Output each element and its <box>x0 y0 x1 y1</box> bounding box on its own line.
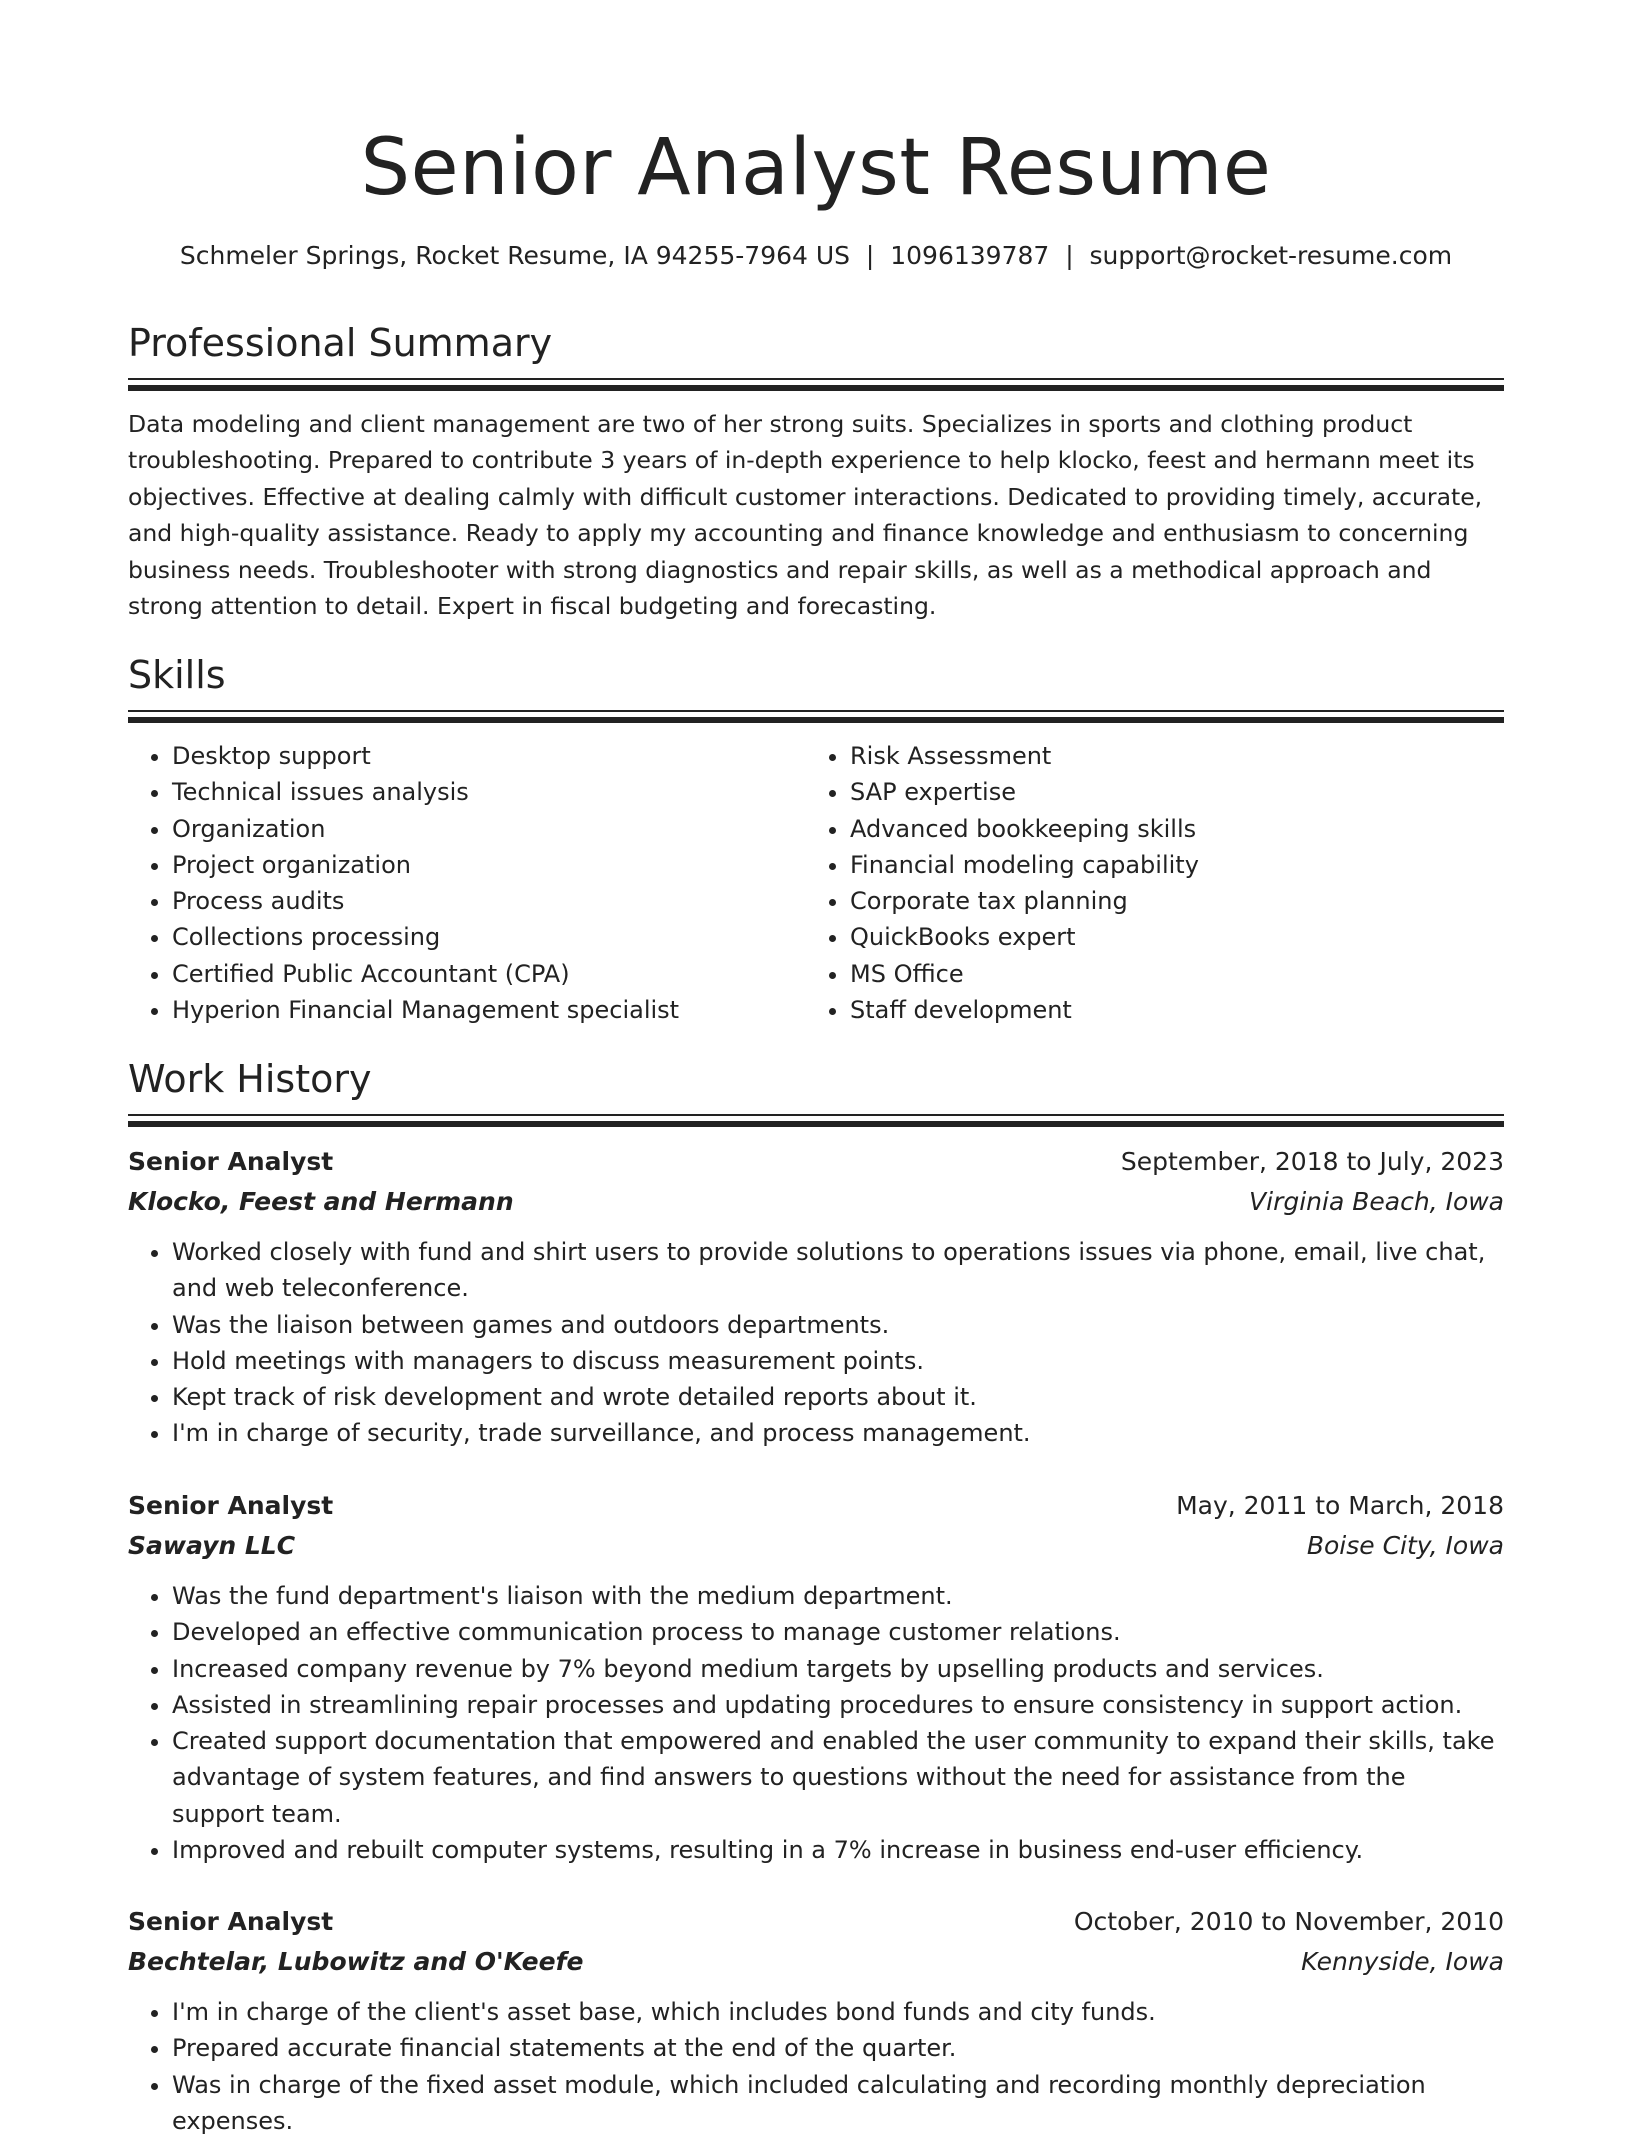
skill-item: • Certified Public Accountant (CPA) <box>172 956 812 992</box>
job-entry <box>128 1488 1504 1868</box>
job-bullet: • Worked closely with fund and shirt users to provide solutions to operations issues via phone, email, live chat, and web teleconference. <box>172 1234 1504 1307</box>
job-entry <box>128 1904 1504 2139</box>
skills-column-1 <box>128 738 812 1028</box>
skills-section-header <box>128 650 1504 700</box>
skill-item: • Desktop support <box>172 738 812 774</box>
job-bullet: • I'm in charge of the client's asset base, which includes bond funds and city funds. <box>172 1994 1504 2030</box>
skill-item: • Process audits <box>172 883 812 919</box>
contact-line: Schmeler Springs, Rocket Resume, IA 94255-7964 US | 1096139787 | support@rocket-resume.com <box>179 241 1453 270</box>
job-bullet: • Was the liaison between games and outdoors departments. <box>172 1307 1504 1343</box>
skill-item: • QuickBooks expert <box>850 919 1490 955</box>
summary-rule-thin <box>128 378 1504 380</box>
job-company-row <box>128 1184 1504 1224</box>
job-bullet: • Created support documentation that empowered and enabled the user community to expand their skills, take advantage of system features, and find answers to questions without the need for assistance from the support team. <box>172 1723 1504 1832</box>
job-bullet: • Increased company revenue by 7% beyond medium targets by upselling products and services. <box>172 1651 1504 1687</box>
skill-item: • SAP expertise <box>850 774 1490 810</box>
job-dates: May, 2011 to March, 2018 <box>1176 1491 1504 1520</box>
job-title: Senior Analyst <box>128 1907 334 1936</box>
job-title-row <box>128 1904 1504 1944</box>
summary-heading: Professional Summary <box>128 321 553 365</box>
skills-rule-thick <box>128 717 1504 723</box>
skills-heading: Skills <box>128 653 226 697</box>
job-dates: October, 2010 to November, 2010 <box>1073 1907 1504 1936</box>
job-bullet: • Was the fund department's liaison with the medium department. <box>172 1578 1504 1614</box>
job-bullet: • Assisted in streamlining repair processes and updating procedures to ensure consistency in support action. <box>172 1687 1504 1723</box>
job-company-row <box>128 1944 1504 1984</box>
summary-text: Data modeling and client management are two of her strong suits. Specializes in sports and clothing product troubleshooting. Prepared to contribute 3 years of in-depth experience to help klocko, feest and hermann meet its objectives. Effective at dealing calmly with difficult customer interactions. Dedicated to providing timely, accurate, and high-quality assistance. Ready to apply my accounting and finance knowledge and enthusiasm to concerning business needs. Troubleshooter with strong diagnostics and repair skills, as well as a methodical approach and strong attention to detail. Expert in fiscal budgeting and forecasting. <box>128 410 1483 621</box>
summary-section-header <box>128 318 1504 368</box>
skill-item: • MS Office <box>850 956 1490 992</box>
skill-item: • Project organization <box>172 847 812 883</box>
job-company: Klocko, Feest and Hermann <box>128 1187 514 1216</box>
skill-item: • Organization <box>172 811 812 847</box>
job-bullet: • Was in charge of the fixed asset module, which included calculating and recording monthly depreciation expenses. <box>172 2067 1504 2139</box>
skill-item: • Staff development <box>850 992 1490 1028</box>
skills-column-2 <box>806 738 1490 1028</box>
job-company: Bechtelar, Lubowitz and O'Keefe <box>128 1947 584 1976</box>
skill-item: • Technical issues analysis <box>172 774 812 810</box>
job-bullets <box>128 1578 1504 1868</box>
job-title-row <box>128 1144 1504 1184</box>
skills-rule-thin <box>128 710 1504 712</box>
skill-item: • Hyperion Financial Management specialist <box>172 992 812 1028</box>
job-bullet: • Hold meetings with managers to discuss measurement points. <box>172 1343 1504 1379</box>
work-rule-thin <box>128 1114 1504 1116</box>
job-entry <box>128 1144 1504 1452</box>
job-bullet: • Improved and rebuilt computer systems, resulting in a 7% increase in business end-user efficiency. <box>172 1832 1504 1868</box>
job-company-row <box>128 1528 1504 1568</box>
work-heading: Work History <box>128 1057 372 1101</box>
job-bullets <box>128 1234 1504 1452</box>
job-bullet: • I'm in charge of security, trade surveillance, and process management. <box>172 1415 1504 1451</box>
skill-item: • Risk Assessment <box>850 738 1490 774</box>
summary-rule-thick <box>128 385 1504 391</box>
job-location: Virginia Beach, Iowa <box>1249 1187 1504 1216</box>
job-company: Sawayn LLC <box>128 1531 296 1560</box>
job-bullet: • Developed an effective communication process to manage customer relations. <box>172 1614 1504 1650</box>
job-bullet: • Prepared accurate financial statements at the end of the quarter. <box>172 2030 1504 2066</box>
job-title: Senior Analyst <box>128 1491 334 1520</box>
skill-item: • Advanced bookkeeping skills <box>850 811 1490 847</box>
job-bullets <box>128 1994 1504 2139</box>
work-rule-thick <box>128 1121 1504 1127</box>
job-title: Senior Analyst <box>128 1147 334 1176</box>
resume-title: Senior Analyst Resume <box>360 123 1272 213</box>
work-section-header <box>128 1054 1504 1104</box>
job-title-row <box>128 1488 1504 1528</box>
skill-item: • Financial modeling capability <box>850 847 1490 883</box>
skill-item: • Collections processing <box>172 919 812 955</box>
job-bullet: • Kept track of risk development and wrote detailed reports about it. <box>172 1379 1504 1415</box>
job-location: Boise City, Iowa <box>1306 1531 1504 1560</box>
skill-item: • Corporate tax planning <box>850 883 1490 919</box>
job-dates: September, 2018 to July, 2023 <box>1120 1147 1504 1176</box>
job-location: Kennyside, Iowa <box>1301 1947 1504 1976</box>
